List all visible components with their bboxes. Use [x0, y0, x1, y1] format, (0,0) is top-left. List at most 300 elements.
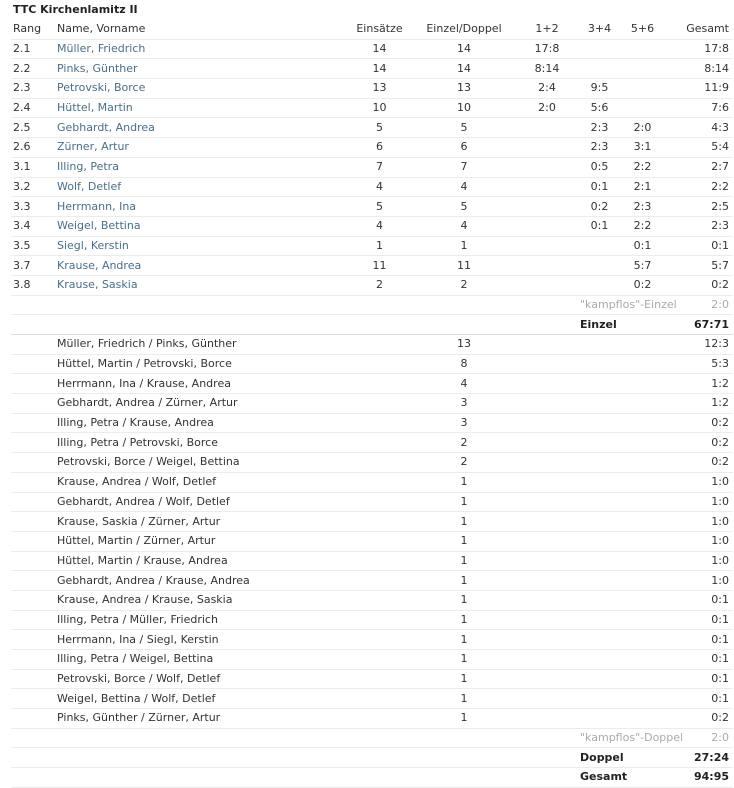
doubles-gesamt: 0:2	[664, 413, 733, 433]
player-einzel-doppel: 4	[412, 216, 516, 236]
doubles-count: 1	[412, 650, 516, 670]
player-row	[11, 177, 733, 197]
doubles-pair-name: Petrovski, Borce / Weigel, Bettina	[55, 453, 347, 473]
player-einzel-doppel: 4	[412, 177, 516, 197]
doubles-gesamt: 0:2	[664, 453, 733, 473]
doubles-pair-name: Illing, Petra / Müller, Friedrich	[55, 610, 347, 630]
player-einsaetze: 4	[347, 177, 412, 197]
doubles-count: 1	[412, 472, 516, 492]
kampflos-einzel-value: 2:0	[664, 295, 733, 315]
player-gesamt: 17:8	[664, 39, 733, 59]
doubles-pair-name: Pinks, Günther / Zürner, Artur	[55, 709, 347, 729]
player-einsaetze: 10	[347, 98, 412, 118]
doubles-empty-cell	[516, 453, 578, 473]
doubles-empty-cell	[516, 413, 578, 433]
doubles-empty-cell	[621, 354, 664, 374]
doubles-empty-cell	[516, 512, 578, 532]
doubles-einsaetze	[347, 610, 412, 630]
player-p56: 2:2	[621, 216, 664, 236]
player-p12	[516, 157, 578, 177]
player-p56	[621, 79, 664, 99]
doubles-count: 1	[412, 689, 516, 709]
doubles-row	[11, 669, 733, 689]
doubles-empty-cell	[578, 472, 621, 492]
doubles-rang	[11, 610, 55, 630]
doubles-empty-cell	[578, 374, 621, 394]
player-rang: 2.5	[11, 118, 55, 138]
player-gesamt: 0:2	[664, 275, 733, 295]
player-rang: 2.6	[11, 138, 55, 158]
player-p12	[516, 197, 578, 217]
doubles-empty-cell	[578, 590, 621, 610]
player-einsaetze: 6	[347, 138, 412, 158]
doubles-empty-cell	[621, 374, 664, 394]
doubles-pair-name: Gebhardt, Andrea / Wolf, Detlef	[55, 492, 347, 512]
doubles-empty-cell	[578, 669, 621, 689]
kampflos-einzel-label: "kampflos"-Einzel	[578, 295, 664, 315]
player-p12	[516, 177, 578, 197]
doubles-empty-cell	[516, 335, 578, 355]
doubles-row	[11, 492, 733, 512]
player-rang: 3.8	[11, 275, 55, 295]
doubles-empty-cell	[578, 709, 621, 729]
player-p34	[578, 256, 621, 276]
doubles-gesamt: 5:3	[664, 354, 733, 374]
player-einzel-doppel: 7	[412, 157, 516, 177]
doubles-count: 3	[412, 394, 516, 414]
player-p34: 0:5	[578, 157, 621, 177]
doubles-count: 1	[412, 630, 516, 650]
doubles-einsaetze	[347, 354, 412, 374]
player-rang: 3.5	[11, 236, 55, 256]
doubles-empty-cell	[621, 531, 664, 551]
doubles-count: 1	[412, 531, 516, 551]
doubles-empty-cell	[578, 413, 621, 433]
player-p12	[516, 256, 578, 276]
einzel-total-label: Einzel	[578, 315, 664, 335]
player-p12	[516, 275, 578, 295]
player-row	[11, 236, 733, 256]
doubles-empty-cell	[621, 335, 664, 355]
doubles-rang	[11, 531, 55, 551]
player-p56	[621, 59, 664, 79]
player-p34: 0:1	[578, 177, 621, 197]
player-p56	[621, 39, 664, 59]
gesamt-total-label: Gesamt	[578, 768, 664, 788]
doubles-einsaetze	[347, 433, 412, 453]
gesamt-total-row	[11, 768, 733, 788]
doubles-count: 13	[412, 335, 516, 355]
doubles-empty-cell	[578, 492, 621, 512]
doubles-empty-cell	[516, 650, 578, 670]
player-p34	[578, 59, 621, 79]
player-stats-table	[11, 20, 733, 788]
team-title: TTC Kirchenlamitz II	[13, 3, 138, 16]
player-name-cell	[55, 118, 347, 138]
doubles-empty-cell	[578, 354, 621, 374]
player-p34: 9:5	[578, 79, 621, 99]
player-p34: 0:1	[578, 216, 621, 236]
doubles-empty-cell	[621, 571, 664, 591]
player-name-link[interactable]: Hüttel, Martin	[57, 101, 133, 115]
doubles-row	[11, 374, 733, 394]
header-p34: 3+4	[578, 20, 621, 39]
doubles-count: 1	[412, 571, 516, 591]
doubles-pair-name: Krause, Saskia / Zürner, Artur	[55, 512, 347, 532]
doubles-empty-cell	[578, 571, 621, 591]
player-name-link[interactable]: Krause, Andrea	[57, 258, 142, 272]
player-p12: 2:4	[516, 79, 578, 99]
doubles-rang	[11, 394, 55, 414]
player-name-cell	[55, 79, 347, 99]
doubles-row	[11, 413, 733, 433]
doubles-gesamt: 1:0	[664, 551, 733, 571]
doppel-total-row	[11, 748, 733, 768]
player-gesamt: 4:3	[664, 118, 733, 138]
singles-section	[11, 39, 733, 295]
doubles-row	[11, 650, 733, 670]
player-rang: 2.3	[11, 79, 55, 99]
doubles-pair-name: Weigel, Bettina / Wolf, Detlef	[55, 689, 347, 709]
doubles-count: 4	[412, 374, 516, 394]
doubles-einsaetze	[347, 709, 412, 729]
header-p56: 5+6	[621, 20, 664, 39]
doubles-summary	[11, 728, 733, 787]
player-einsaetze: 11	[347, 256, 412, 276]
player-name-cell	[55, 177, 347, 197]
doubles-rang	[11, 335, 55, 355]
player-p56: 2:3	[621, 197, 664, 217]
player-name-link[interactable]: Pinks, Günther	[57, 61, 138, 75]
doubles-rang	[11, 413, 55, 433]
player-row	[11, 79, 733, 99]
doubles-einsaetze	[347, 590, 412, 610]
doubles-empty-cell	[621, 394, 664, 414]
doubles-pair-name: Herrmann, Ina / Siegl, Kerstin	[55, 630, 347, 650]
doubles-empty-cell	[578, 551, 621, 571]
player-einzel-doppel: 5	[412, 118, 516, 138]
player-einzel-doppel: 5	[412, 197, 516, 217]
player-row	[11, 256, 733, 276]
player-p34	[578, 275, 621, 295]
doubles-pair-name: Illing, Petra / Petrovski, Borce	[55, 433, 347, 453]
player-p12	[516, 118, 578, 138]
player-name-cell	[55, 216, 347, 236]
player-name-link[interactable]: Krause, Saskia	[57, 278, 138, 292]
doubles-row	[11, 531, 733, 551]
doubles-empty-cell	[516, 551, 578, 571]
player-einzel-doppel: 6	[412, 138, 516, 158]
doubles-row	[11, 689, 733, 709]
doubles-empty-cell	[621, 630, 664, 650]
doppel-total-label: Doppel	[578, 748, 664, 768]
doubles-row	[11, 610, 733, 630]
doubles-empty-cell	[621, 453, 664, 473]
player-row	[11, 59, 733, 79]
doubles-pair-name: Hüttel, Martin / Petrovski, Borce	[55, 354, 347, 374]
player-row	[11, 98, 733, 118]
player-p12: 2:0	[516, 98, 578, 118]
player-p12	[516, 138, 578, 158]
doubles-empty-cell	[621, 689, 664, 709]
doubles-count: 3	[412, 413, 516, 433]
player-p34: 2:3	[578, 118, 621, 138]
player-einzel-doppel: 13	[412, 79, 516, 99]
player-name-link[interactable]: Weigel, Bettina	[57, 219, 141, 233]
player-p56: 2:1	[621, 177, 664, 197]
player-name-cell	[55, 197, 347, 217]
header-p12: 1+2	[516, 20, 578, 39]
doubles-count: 1	[412, 590, 516, 610]
doubles-empty-cell	[578, 335, 621, 355]
player-einsaetze: 1	[347, 236, 412, 256]
doubles-empty-cell	[516, 571, 578, 591]
player-gesamt: 2:2	[664, 177, 733, 197]
doubles-count: 1	[412, 492, 516, 512]
doubles-rang	[11, 669, 55, 689]
player-p12	[516, 216, 578, 236]
player-rang: 3.4	[11, 216, 55, 236]
doubles-einsaetze	[347, 571, 412, 591]
doubles-pair-name: Gebhardt, Andrea / Zürner, Artur	[55, 394, 347, 414]
doubles-rang	[11, 590, 55, 610]
player-name-cell	[55, 236, 347, 256]
doubles-empty-cell	[516, 630, 578, 650]
player-name-link[interactable]: Herrmann, Ina	[57, 199, 137, 213]
player-p34	[578, 236, 621, 256]
doubles-einsaetze	[347, 335, 412, 355]
doubles-empty-cell	[516, 374, 578, 394]
kampflos-doppel-row	[11, 728, 733, 748]
doubles-empty-cell	[621, 610, 664, 630]
doubles-einsaetze	[347, 689, 412, 709]
player-name-link[interactable]: Siegl, Kerstin	[57, 238, 129, 252]
player-einsaetze: 4	[347, 216, 412, 236]
doubles-empty-cell	[578, 531, 621, 551]
header-name: Name, Vorname	[55, 20, 347, 39]
player-p56: 3:1	[621, 138, 664, 158]
doubles-empty-cell	[578, 650, 621, 670]
player-row	[11, 275, 733, 295]
doubles-count: 2	[412, 433, 516, 453]
doubles-gesamt: 0:1	[664, 630, 733, 650]
player-name-cell	[55, 138, 347, 158]
player-p34: 2:3	[578, 138, 621, 158]
player-p56: 0:1	[621, 236, 664, 256]
player-name-link[interactable]: Wolf, Detlef	[57, 179, 122, 193]
doubles-rang	[11, 571, 55, 591]
table-header-row	[11, 20, 733, 39]
doubles-rang	[11, 472, 55, 492]
doubles-gesamt: 1:0	[664, 492, 733, 512]
doubles-row	[11, 433, 733, 453]
doubles-empty-cell	[516, 394, 578, 414]
kampflos-einzel-row	[11, 295, 733, 315]
doubles-empty-cell	[621, 472, 664, 492]
doppel-total-value: 27:24	[664, 748, 733, 768]
header-einsaetze: Einsätze	[347, 20, 412, 39]
doubles-einsaetze	[347, 551, 412, 571]
doubles-empty-cell	[578, 453, 621, 473]
doubles-empty-cell	[621, 709, 664, 729]
player-einsaetze: 14	[347, 59, 412, 79]
player-name-cell	[55, 275, 347, 295]
player-name-link[interactable]: Zürner, Artur	[57, 140, 129, 154]
doubles-einsaetze	[347, 472, 412, 492]
player-name-link[interactable]: Müller, Friedrich	[57, 42, 146, 56]
doubles-count: 1	[412, 709, 516, 729]
doubles-empty-cell	[516, 472, 578, 492]
player-p34	[578, 39, 621, 59]
doubles-gesamt: 0:2	[664, 709, 733, 729]
doubles-count: 1	[412, 669, 516, 689]
doubles-count: 1	[412, 512, 516, 532]
doubles-row	[11, 394, 733, 414]
doubles-count: 1	[412, 551, 516, 571]
doubles-pair-name: Müller, Friedrich / Pinks, Günther	[55, 335, 347, 355]
doubles-rang	[11, 512, 55, 532]
doubles-empty-cell	[621, 492, 664, 512]
doubles-empty-cell	[516, 669, 578, 689]
doubles-row	[11, 335, 733, 355]
player-rang: 2.4	[11, 98, 55, 118]
doubles-einsaetze	[347, 630, 412, 650]
doubles-count: 8	[412, 354, 516, 374]
doubles-empty-cell	[621, 551, 664, 571]
doubles-empty-cell	[516, 610, 578, 630]
header-einzel-doppel: Einzel/Doppel	[412, 20, 516, 39]
doubles-rang	[11, 453, 55, 473]
player-rang: 2.1	[11, 39, 55, 59]
player-p56: 5:7	[621, 256, 664, 276]
player-p34: 0:2	[578, 197, 621, 217]
doubles-empty-cell	[621, 512, 664, 532]
player-einzel-doppel: 14	[412, 39, 516, 59]
doubles-einsaetze	[347, 669, 412, 689]
kampflos-doppel-value: 2:0	[664, 728, 733, 748]
player-name-cell	[55, 59, 347, 79]
doubles-rang	[11, 354, 55, 374]
player-name-link[interactable]: Petrovski, Borce	[57, 81, 146, 95]
doubles-empty-cell	[621, 650, 664, 670]
doubles-gesamt: 1:2	[664, 394, 733, 414]
player-gesamt: 11:9	[664, 79, 733, 99]
player-gesamt: 0:1	[664, 236, 733, 256]
player-gesamt: 5:7	[664, 256, 733, 276]
player-einzel-doppel: 11	[412, 256, 516, 276]
player-gesamt: 2:5	[664, 197, 733, 217]
doubles-section	[11, 335, 733, 729]
player-einzel-doppel: 2	[412, 275, 516, 295]
player-einsaetze: 5	[347, 197, 412, 217]
doubles-einsaetze	[347, 413, 412, 433]
player-p12: 8:14	[516, 59, 578, 79]
doubles-empty-cell	[578, 394, 621, 414]
doubles-empty-cell	[578, 689, 621, 709]
doubles-einsaetze	[347, 453, 412, 473]
header-gesamt: Gesamt	[664, 20, 733, 39]
player-rang: 3.2	[11, 177, 55, 197]
player-row	[11, 216, 733, 236]
doubles-row	[11, 709, 733, 729]
player-name-cell	[55, 98, 347, 118]
player-einsaetze: 2	[347, 275, 412, 295]
doubles-pair-name: Krause, Andrea / Krause, Saskia	[55, 590, 347, 610]
doubles-empty-cell	[516, 433, 578, 453]
doubles-gesamt: 0:1	[664, 610, 733, 630]
doubles-gesamt: 0:1	[664, 590, 733, 610]
doubles-einsaetze	[347, 492, 412, 512]
player-rang: 2.2	[11, 59, 55, 79]
doubles-pair-name: Krause, Andrea / Wolf, Detlef	[55, 472, 347, 492]
doubles-count: 2	[412, 453, 516, 473]
player-gesamt: 8:14	[664, 59, 733, 79]
doubles-row	[11, 472, 733, 492]
doubles-empty-cell	[578, 630, 621, 650]
doubles-empty-cell	[516, 689, 578, 709]
doubles-pair-name: Gebhardt, Andrea / Krause, Andrea	[55, 571, 347, 591]
doubles-row	[11, 453, 733, 473]
player-einsaetze: 7	[347, 157, 412, 177]
doubles-rang	[11, 650, 55, 670]
doubles-empty-cell	[516, 492, 578, 512]
doubles-rang	[11, 689, 55, 709]
doubles-einsaetze	[347, 650, 412, 670]
player-rang: 3.7	[11, 256, 55, 276]
doubles-einsaetze	[347, 374, 412, 394]
player-rang: 3.3	[11, 197, 55, 217]
player-gesamt: 2:3	[664, 216, 733, 236]
doubles-empty-cell	[621, 590, 664, 610]
player-p56: 0:2	[621, 275, 664, 295]
player-p56: 2:0	[621, 118, 664, 138]
player-name-link[interactable]: Gebhardt, Andrea	[57, 120, 155, 134]
doubles-row	[11, 571, 733, 591]
player-gesamt: 7:6	[664, 98, 733, 118]
player-name-cell	[55, 157, 347, 177]
doubles-rang	[11, 374, 55, 394]
player-einzel-doppel: 1	[412, 236, 516, 256]
doubles-einsaetze	[347, 512, 412, 532]
player-gesamt: 2:7	[664, 157, 733, 177]
doubles-empty-cell	[578, 433, 621, 453]
player-row	[11, 138, 733, 158]
doubles-pair-name: Petrovski, Borce / Wolf, Detlef	[55, 669, 347, 689]
doubles-pair-name: Herrmann, Ina / Krause, Andrea	[55, 374, 347, 394]
doubles-empty-cell	[621, 433, 664, 453]
player-einsaetze: 13	[347, 79, 412, 99]
doubles-empty-cell	[516, 709, 578, 729]
player-name-link[interactable]: Illing, Petra	[57, 160, 119, 174]
doubles-gesamt: 1:0	[664, 531, 733, 551]
doubles-gesamt: 0:1	[664, 669, 733, 689]
doubles-gesamt: 12:3	[664, 335, 733, 355]
einzel-total-row	[11, 315, 733, 335]
player-p12: 17:8	[516, 39, 578, 59]
doubles-gesamt: 0:2	[664, 433, 733, 453]
doubles-rang	[11, 630, 55, 650]
doubles-pair-name: Hüttel, Martin / Krause, Andrea	[55, 551, 347, 571]
doubles-row	[11, 590, 733, 610]
doubles-row	[11, 630, 733, 650]
player-p34: 5:6	[578, 98, 621, 118]
player-p56: 2:2	[621, 157, 664, 177]
doubles-gesamt: 1:0	[664, 571, 733, 591]
doubles-rang	[11, 433, 55, 453]
doubles-einsaetze	[347, 394, 412, 414]
player-einzel-doppel: 14	[412, 59, 516, 79]
doubles-empty-cell	[516, 590, 578, 610]
